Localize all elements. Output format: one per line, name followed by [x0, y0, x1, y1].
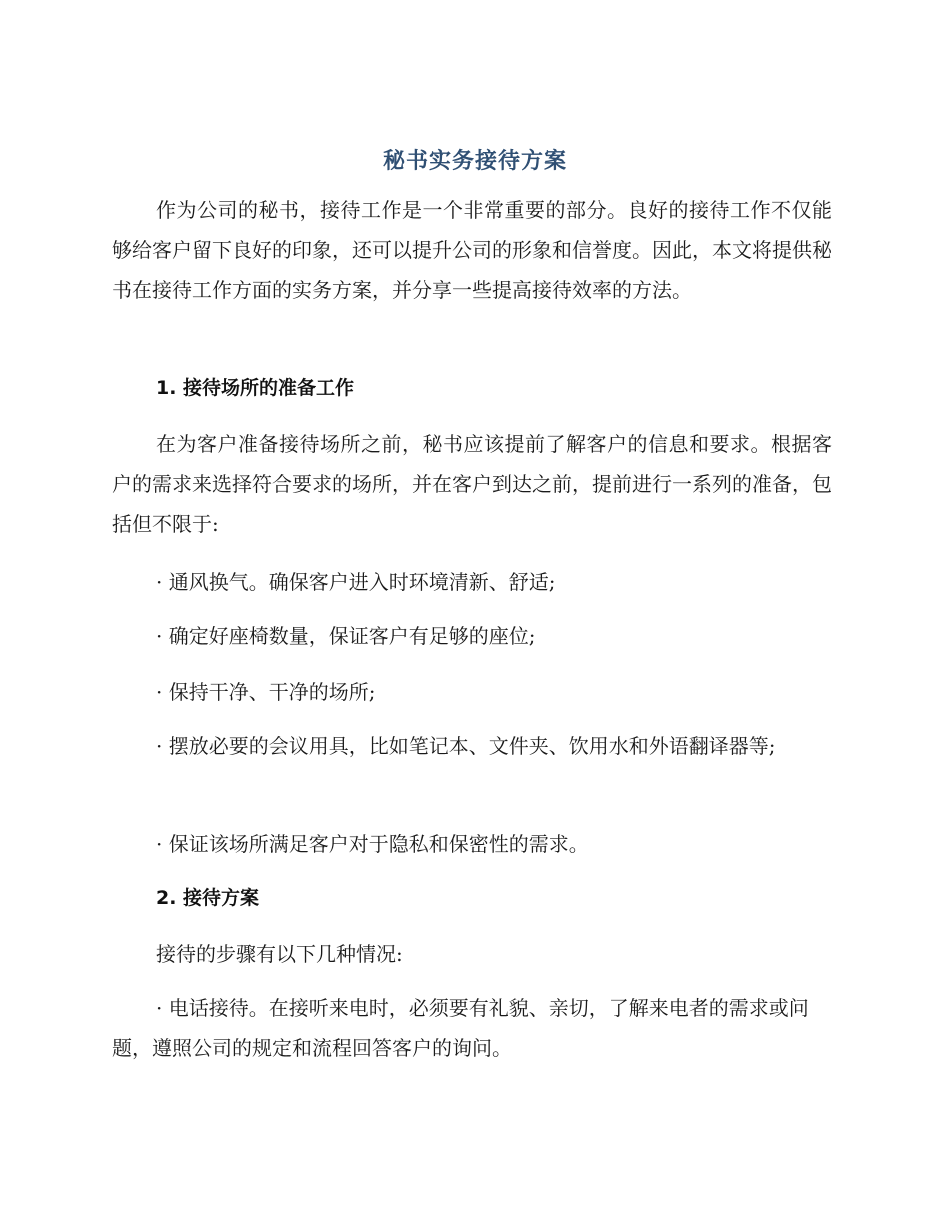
section-2-bullet-1: · 电话接待。在接听来电时，必须要有礼貌、亲切，了解来电者的需求或问题，遵照公司的规定和流程回答客户的询问。 — [112, 996, 809, 1060]
section-2-body: 接待的步骤有以下几种情况: — [156, 942, 403, 966]
section-2-heading: 2. 接待方案 — [156, 887, 260, 909]
section-1-bullet-5: · 保证该场所满足客户对于隐私和保密性的需求。 — [156, 832, 589, 856]
intro-paragraph: 作为公司的秘书，接待工作是一个非常重要的部分。良好的接待工作不仅能够给客户留下良好的印象，还可以提升公司的形象和信誉度。因此，本文将提供秘书在接待工作方面的实务方案，并分享一些提高接待效率的方法。 — [112, 198, 832, 302]
document-title: 秘书实务接待方案 — [382, 149, 567, 174]
section-1-bullet-3: · 保持干净、干净的场所; — [156, 680, 376, 704]
section-1-bullet-2: · 确定好座椅数量，保证客户有足够的座位; — [156, 624, 536, 648]
section-1-body: 在为客户准备接待场所之前，秘书应该提前了解客户的信息和要求。根据客户的需求来选择符合要求的场所，并在客户到达之前，提前进行一系列的准备，包括但不限于: — [112, 432, 832, 536]
section-1-bullet-4: · 摆放必要的会议用具，比如笔记本、文件夹、饮用水和外语翻译器等; — [156, 734, 776, 758]
section-1-bullet-1: · 通风换气。确保客户进入时环境清新、舒适; — [156, 570, 556, 594]
section-1-heading: 1. 接待场所的准备工作 — [156, 377, 355, 399]
